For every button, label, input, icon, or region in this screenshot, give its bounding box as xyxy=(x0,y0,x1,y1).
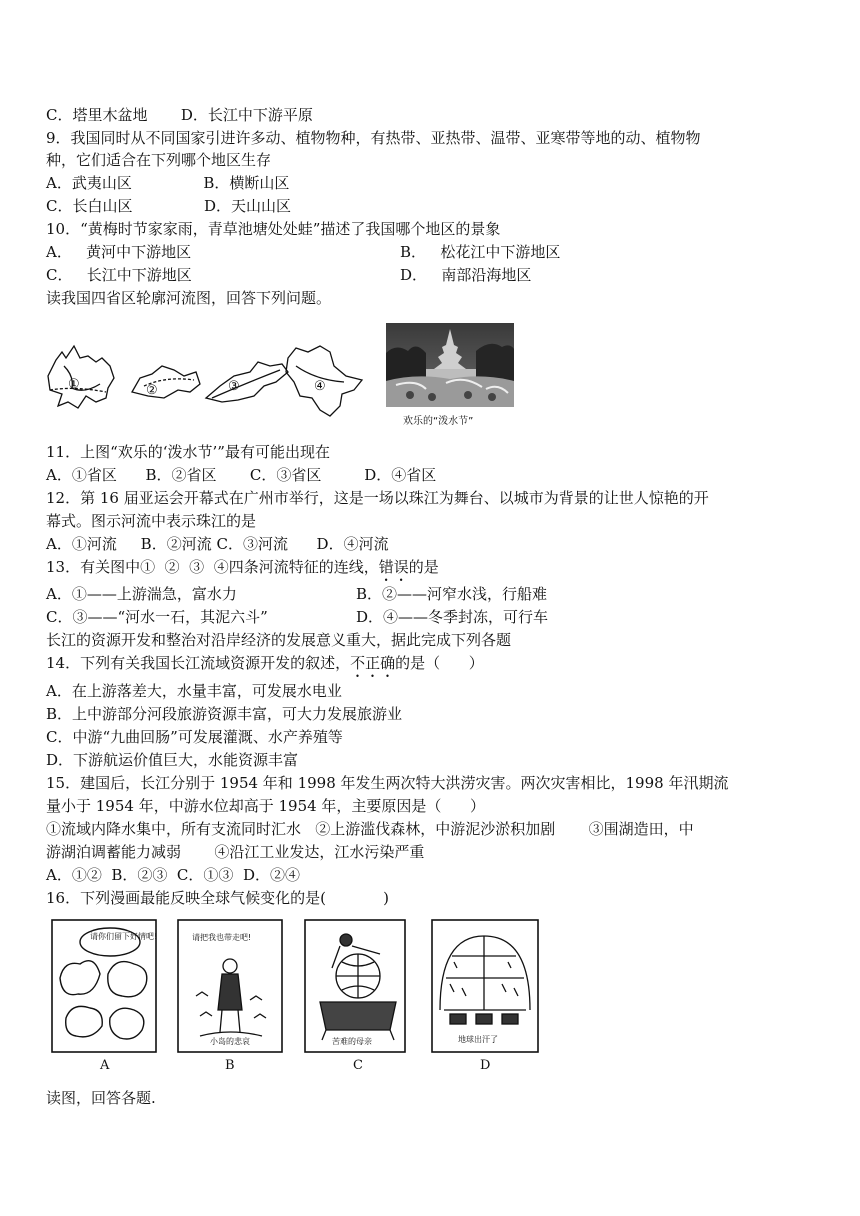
option-a: A． 黄河中下游地区 xyxy=(46,243,192,261)
question-14 xyxy=(46,652,484,681)
option-d: D． 南部沿海地区 xyxy=(400,266,532,284)
circle-label-1: ① xyxy=(68,377,80,392)
q13-prefix: 13．有关图中① ② ③ ④四条河流特征的连线， xyxy=(46,558,379,576)
text-line: ①流域内降水集中，所有支流同时汇水 ②上游滥伐森林，中游泥沙淤积加剧 ③围湖造田，中 xyxy=(46,820,694,838)
options-line: A．①河流 B．②河流 C．③河流 D．④河流 xyxy=(46,535,389,553)
options-line: A．①省区 B．②省区 C．③省区 D．④省区 xyxy=(46,466,437,484)
province-3-outline xyxy=(206,362,288,402)
q14-prefix: 14．下列有关我国长江流域资源开发的叙述， xyxy=(46,654,351,672)
option-c: C． 长江中下游地区 xyxy=(46,266,192,284)
cartoon-label-b: B xyxy=(225,1058,235,1073)
reading-instruction: 读图，回答各题. xyxy=(46,1089,156,1107)
option-d: D．下游航运价值巨大，水能资源丰富 xyxy=(46,751,299,769)
question-13 xyxy=(46,556,439,585)
option-b: B．②——河窄水浅，行船难 xyxy=(356,585,548,603)
cartoon-a-text: 请你们留下好情吧! xyxy=(90,932,158,941)
text-line: 种，它们适合在下列哪个地区生存 xyxy=(46,151,272,169)
option-c: C．③——“河水一石，其泥六斗” xyxy=(46,608,268,626)
options-line: C．长白山区 D．天山山区 xyxy=(46,197,292,215)
emphasis-incorrect: 不正确 xyxy=(350,654,396,672)
climate-cartoons xyxy=(50,918,540,1078)
section-intro: 长江的资源开发和整治对沿岸经济的发展意义重大，据此完成下列各题 xyxy=(46,631,512,649)
province-2-outline xyxy=(132,366,200,398)
option-a: A．在上游落差大，水量丰富，可发展水电业 xyxy=(46,682,342,700)
province-river-map xyxy=(44,336,374,420)
option-b: B．上中游部分河段旅游资源丰富，可大力发展旅游业 xyxy=(46,705,403,723)
water-festival-photo xyxy=(386,323,514,407)
option-b: B． 松花江中下游地区 xyxy=(400,243,561,261)
circle-label-2: ② xyxy=(146,383,158,398)
emphasis-wrong: 错误 xyxy=(378,558,409,576)
text-line: C．塔里木盆地 D．长江中下游平原 xyxy=(46,106,313,124)
question-15: 15．建国后，长江分别于 1954 年和 1998 年发生两次特大洪涝灾害。两次灾害相比，1998 年汛期流 xyxy=(46,774,729,792)
circle-label-3: ③ xyxy=(228,379,240,394)
text-line: 幕式。图示河流中表示珠江的是 xyxy=(46,512,257,530)
q14-suffix: 的是（ ） xyxy=(395,654,484,672)
circle-label-4: ④ xyxy=(314,379,326,394)
question-11: 11．上图“欢乐的‘泼水节’”最有可能出现在 xyxy=(46,443,330,461)
text-line: 量小于 1954 年，中游水位却高于 1954 年，主要原因是（ ） xyxy=(46,797,486,815)
question-12: 12．第 16 届亚运会开幕式在广州市举行，这是一场以珠江为舞台、以城市为背景的让世人惊艳的开 xyxy=(46,489,709,507)
options-line: A．①② B．②③ C．①③ D．②④ xyxy=(46,866,300,884)
cartoon-label-c: C xyxy=(353,1058,363,1073)
reading-instruction: 读我国四省区轮廓河流图，回答下列问题。 xyxy=(46,289,332,307)
options-line: A．武夷山区 B．横断山区 xyxy=(46,174,290,192)
province-1-outline xyxy=(48,346,114,408)
option-a: A．①——上游湍急，富水力 xyxy=(46,585,237,603)
cartoon-d-caption: 地球出汗了 xyxy=(458,1035,498,1044)
question-9: 9．我国同时从不同国家引进许多动、植物物种，有热带、亚热带、温带、亚寒带等地的动、植物物 xyxy=(46,129,701,147)
cartoon-b-text: 请把我也带走吧! xyxy=(192,933,252,942)
q13-suffix: 的是 xyxy=(408,558,439,576)
cartoon-c-caption: 苦难的母亲 xyxy=(332,1037,372,1046)
option-d: D．④——冬季封冻，可行车 xyxy=(356,608,549,626)
cartoon-b-caption: 小岛的悲哀 xyxy=(210,1037,250,1046)
cartoon-label-d: D xyxy=(480,1058,491,1073)
question-16: 16．下列漫画最能反映全球气候变化的是( ) xyxy=(46,889,390,907)
question-10: 10．“黄梅时节家家雨，青草池塘处处蛙”描述了我国哪个地区的景象 xyxy=(46,220,501,238)
text-line: 游湖泊调蓄能力减弱 ④沿江工业发达，江水污染严重 xyxy=(46,843,425,861)
photo-caption: 欢乐的“泼水节” xyxy=(403,416,474,427)
cartoon-label-a: A xyxy=(100,1058,110,1073)
option-c: C．中游“九曲回肠”可发展灌溉、水产养殖等 xyxy=(46,728,343,746)
